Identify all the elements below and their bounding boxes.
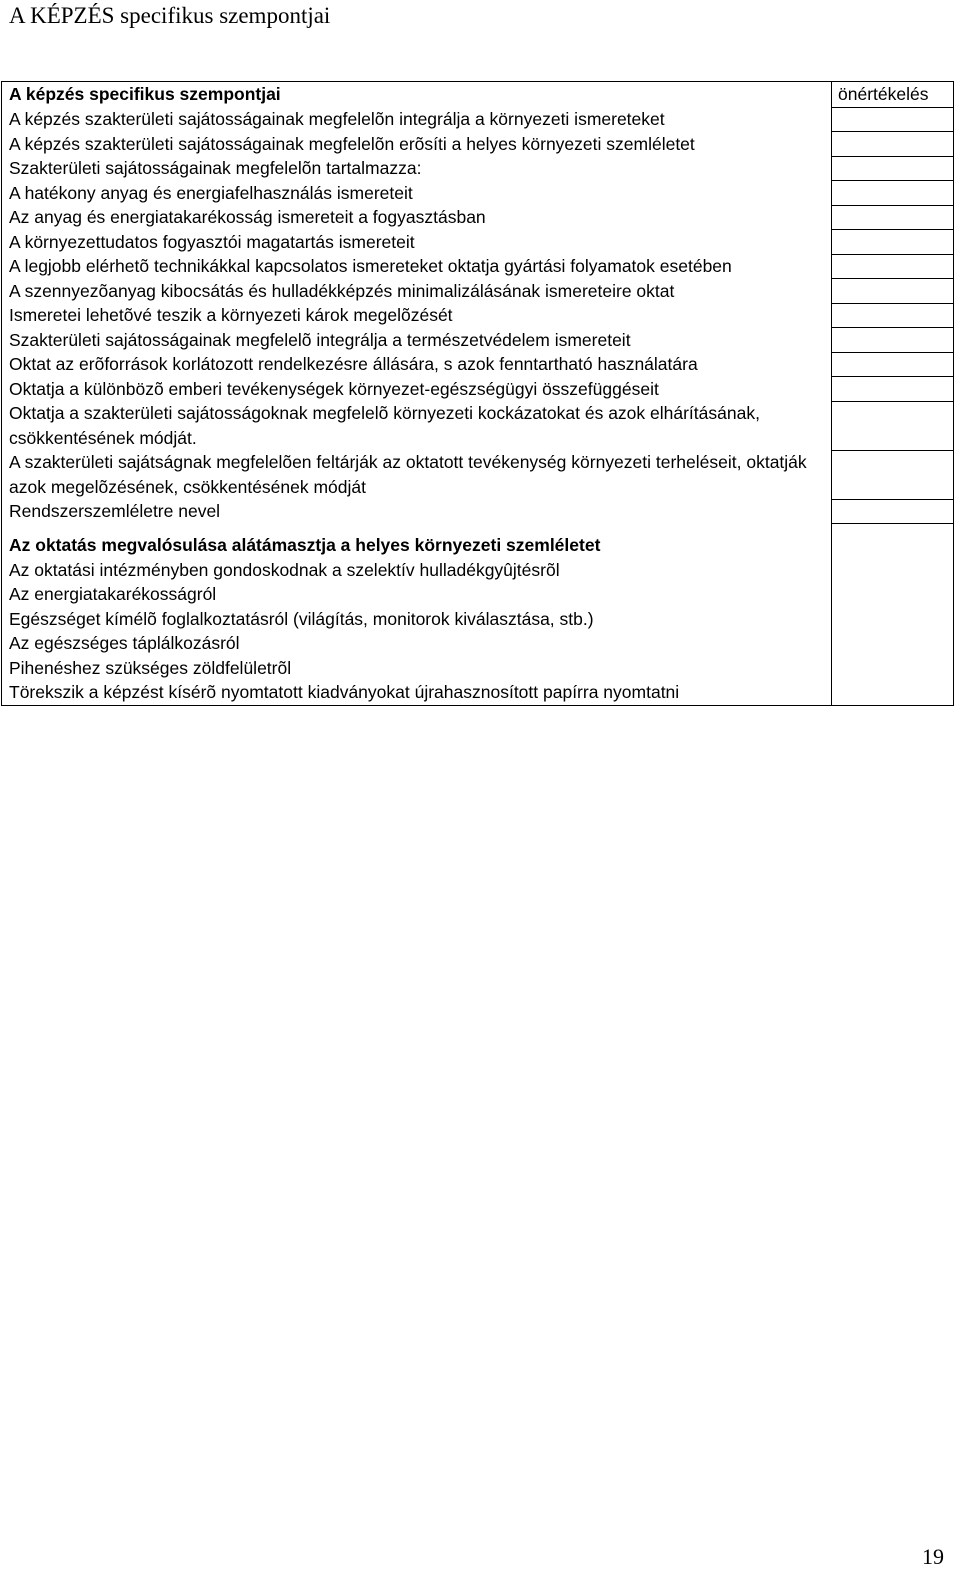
self-evaluation-cell[interactable] (832, 205, 954, 230)
table-row: A szennyezõanyag kibocsátás és hulladékképzés minimalizálásának ismereteire oktat (2, 279, 954, 304)
table-row: Az energiatakarékosságról (2, 582, 954, 607)
self-evaluation-cell[interactable] (832, 254, 954, 279)
self-evaluation-cell[interactable] (832, 558, 954, 583)
page-number: 19 (922, 1544, 944, 1569)
self-evaluation-cell[interactable] (832, 680, 954, 705)
table-row: Egészséget kímélõ foglalkoztatásról (világítás, monitorok kiválasztása, stb.) (2, 607, 954, 632)
table-row: Oktat az erõforrások korlátozott rendelkezésre állására, s azok fenntartható használatára (2, 352, 954, 377)
table-row: Oktatja a szakterületi sajátosságoknak megfelelõ környezeti kockázatokat és azok elhárításának, csökkentésének módját. (2, 401, 954, 450)
self-evaluation-cell[interactable] (832, 156, 954, 181)
table-row: A képzés szakterületi sajátosságainak megfelelõn erõsíti a helyes környezeti szemléletet (2, 132, 954, 157)
self-evaluation-cell[interactable] (832, 279, 954, 304)
page-title: A KÉPZÉS specifikus szempontjai (9, 3, 331, 28)
table-row: A legjobb elérhetõ technikákkal kapcsolatos ismereteket oktatja gyártási folyamatok esetében (2, 254, 954, 279)
criteria-table (1, 81, 954, 706)
table-row: Rendszerszemléletre nevel (2, 499, 954, 524)
self-evaluation-header: önértékelés (832, 82, 954, 108)
table-row: A szakterületi sajátságnak megfelelõen feltárják az oktatott tevékenység környezeti terheléseit, oktatják azok megelõzésének, csökkentésének módját (2, 450, 954, 499)
self-evaluation-cell[interactable] (832, 656, 954, 681)
table-row: A hatékony anyag és energiafelhasználás ismereteit (2, 181, 954, 206)
table-header-row (2, 82, 954, 108)
table-row: A képzés szakterületi sajátosságainak megfelelõn integrálja a környezeti ismereteket (2, 107, 954, 132)
self-evaluation-cell[interactable] (832, 328, 954, 353)
table-row: Pihenéshez szükséges zöldfelületrõl (2, 656, 954, 681)
section-header: Az oktatás megvalósulása alátámasztja a helyes környezeti szemléletet (2, 533, 832, 558)
self-evaluation-cell[interactable] (832, 499, 954, 524)
self-evaluation-cell[interactable] (832, 230, 954, 255)
table-header-row (2, 533, 954, 558)
self-evaluation-cell[interactable] (832, 582, 954, 607)
self-evaluation-cell[interactable] (832, 132, 954, 157)
self-evaluation-cell[interactable] (832, 303, 954, 328)
self-evaluation-cell[interactable] (832, 377, 954, 402)
self-evaluation-cell[interactable] (832, 107, 954, 132)
self-evaluation-cell[interactable] (832, 631, 954, 656)
self-evaluation-cell[interactable] (832, 352, 954, 377)
table-row: Az egészséges táplálkozásról (2, 631, 954, 656)
table-row: Szakterületi sajátosságainak megfelelõ integrálja a természetvédelem ismereteit (2, 328, 954, 353)
table-row: A környezettudatos fogyasztói magatartás ismereteit (2, 230, 954, 255)
table-spacer (2, 524, 954, 534)
table-row: Ismeretei lehetõvé teszik a környezeti károk megelõzését (2, 303, 954, 328)
self-evaluation-cell[interactable] (832, 533, 954, 558)
table-row: Oktatja a különbözõ emberi tevékenységek környezet-egészségügyi összefüggéseit (2, 377, 954, 402)
table-row: Törekszik a képzést kísérõ nyomtatott kiadványokat újrahasznosított papírra nyomtatni (2, 680, 954, 705)
self-evaluation-cell[interactable] (832, 450, 954, 499)
self-evaluation-cell[interactable] (832, 181, 954, 206)
section-header: A képzés specifikus szempontjai (2, 82, 832, 108)
table-row: Szakterületi sajátosságainak megfelelõn tartalmazza: (2, 156, 954, 181)
self-evaluation-cell[interactable] (832, 607, 954, 632)
table-row: Az oktatási intézményben gondoskodnak a szelektív hulladékgyûjtésrõl (2, 558, 954, 583)
self-evaluation-cell[interactable] (832, 401, 954, 450)
table-row: Az anyag és energiatakarékosság ismereteit a fogyasztásban (2, 205, 954, 230)
